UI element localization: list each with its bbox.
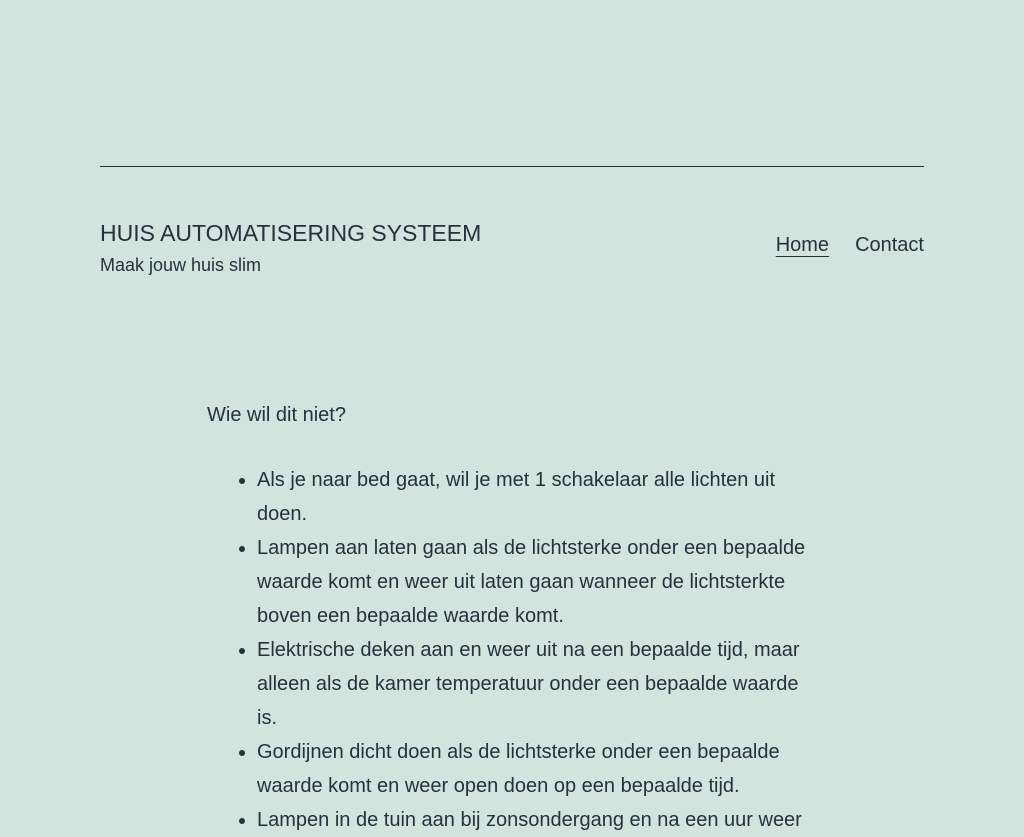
list-item: • Elektrische deken aan en weer uit na een bepaalde tijd, maar alleen als de kamer temperatuur onder een bepaalde waarde is. — [257, 633, 817, 735]
list-item: • Lampen in de tuin aan bij zonsondergang en na een uur weer — [257, 803, 817, 837]
nav-item-contact[interactable]: Contact — [855, 234, 924, 256]
primary-navigation — [776, 232, 924, 258]
list-item: • Lampen aan laten gaan als de lichtsterke onder een bepaalde waarde komt en weer uit laten gaan wanneer de lichtsterkte boven een bepaalde waarde komt. — [257, 531, 817, 633]
list-item: • Gordijnen dicht doen als de lichtsterke onder een bepaalde waarde komt en weer open doen op een bepaalde tijd. — [257, 735, 817, 803]
site-description: Maak jouw huis slim — [100, 255, 262, 275]
site-branding — [100, 218, 481, 278]
feature-list — [207, 463, 817, 837]
nav-item-home[interactable]: Home — [775, 234, 830, 256]
site-title-link[interactable]: HUIS AUTOMATISERING SYSTEEM — [100, 220, 482, 246]
list-item: • Als je naar bed gaat, wil je met 1 schakelaar alle lichten uit doen. — [257, 463, 817, 531]
intro-paragraph: Wie wil dit niet? — [207, 404, 346, 426]
main-content — [207, 400, 817, 837]
header-divider — [100, 166, 924, 167]
